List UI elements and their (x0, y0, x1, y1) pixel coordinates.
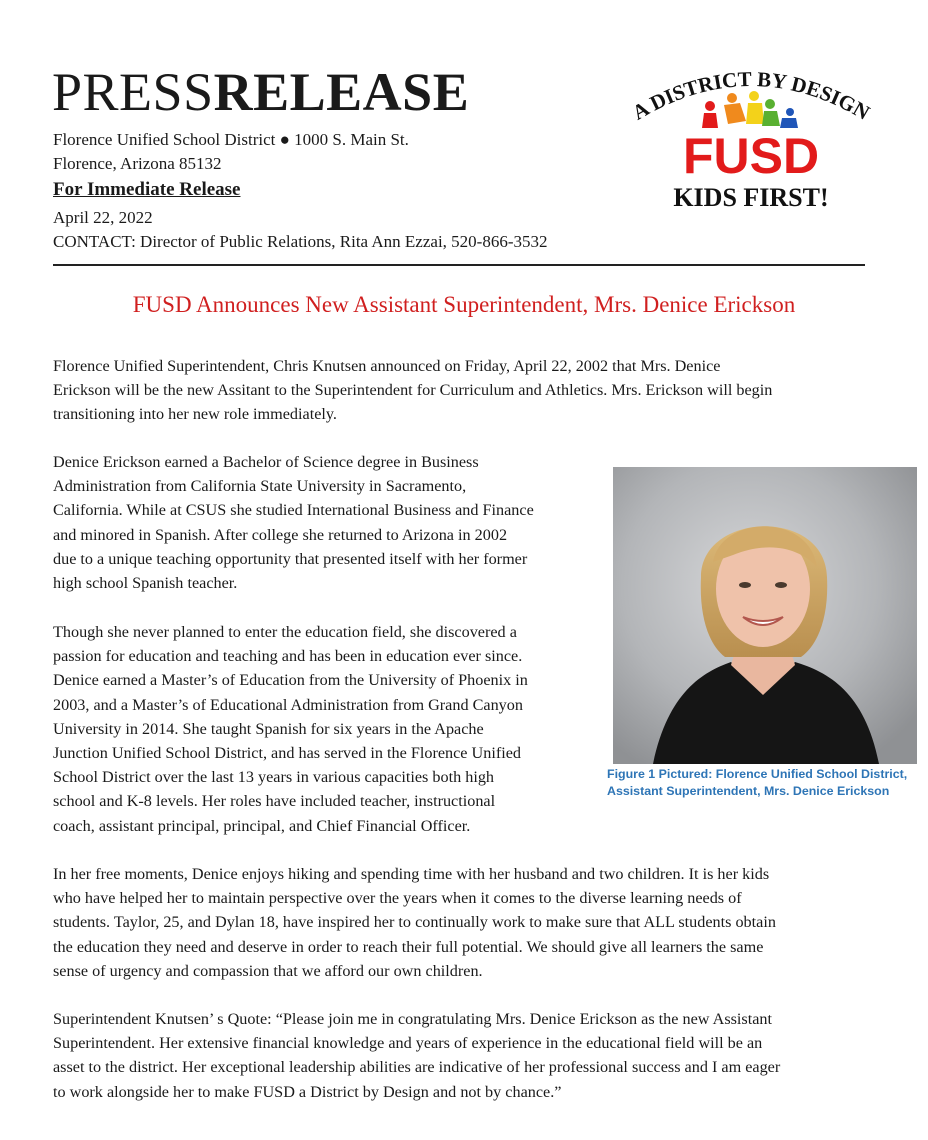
portrait-photo (613, 467, 917, 764)
text-line: transitioning into her new role immediately. (53, 405, 337, 424)
text-line: Superintendent Knutsen’ s Quote: “Please join me in congratulating Mrs. Denice Erickson as the new Assistant (53, 1010, 772, 1028)
text-line: due to a unique teaching opportunity that presented itself with her former (53, 549, 528, 568)
paragraph-4 (53, 862, 776, 983)
text-line: sense of urgency and compassion that we afford our own children. (53, 961, 483, 980)
paragraph-1 (53, 354, 772, 427)
press-release-title (52, 62, 469, 122)
kids-figures-icon (702, 91, 798, 128)
text-line: asset to the district. Her exceptional leadership abilities are indicative of her professional success and I am eager (53, 1058, 781, 1077)
text-line: students. Taylor, 25, and Dylan 18, have inspired her to continually work to make sure that ALL students obtain (53, 913, 776, 932)
caption-line: Figure 1 Pictured: Florence Unified School District, (607, 767, 908, 781)
paragraph-3 (53, 620, 528, 838)
text-line: passion for education and teaching and has been in education ever since. (53, 647, 523, 666)
portrait-image (613, 467, 917, 764)
text-line: Junction Unified School District, and has served in the Florence Unified (53, 744, 521, 763)
photo-caption (607, 766, 927, 800)
headline: FUSD Announces New Assistant Superintendent, Mrs. Denice Erickson (132, 292, 796, 317)
text-line: Denice Erickson earned a Bachelor of Science degree in Business (53, 453, 479, 471)
text-line: In her free moments, Denice enjoys hiking and spending time with her husband and two children. It is her kids (53, 865, 770, 883)
contact-line: CONTACT: Director of Public Relations, Rita Ann Ezzai, 520-866-3532 (53, 232, 548, 251)
title-press: PRESS (52, 62, 214, 122)
text-line: Florence Unified Superintendent, Chris Knutsen announced on Friday, April 22, 2002 that Mrs. Denice (53, 357, 721, 375)
text-line: 2003, and a Master’s of Educational Administration from Grand Canyon (53, 695, 523, 714)
city-state: Florence, Arizona 85132 (53, 154, 222, 173)
text-line: to work alongside her to make FUSD a District by Design and not by chance.” (53, 1082, 562, 1101)
text-line: Superintendent. Her extensive financial knowledge and years of experience in the educational field will be an (53, 1034, 763, 1053)
logo-fusd-text: FUSD (682, 128, 820, 184)
text-line: school and K-8 levels. Her roles have included teacher, instructional (53, 792, 496, 811)
text-line: Denice earned a Master’s of Education from the University of Phoenix in (53, 671, 528, 690)
caption-line: Assistant Superintendent, Mrs. Denice Erickson (607, 784, 890, 798)
text-line: Erickson will be the new Assitant to the Superintendent for Curriculum and Athletics. Mrs. Erickson will begin (53, 381, 773, 400)
logo-tagline: KIDS FIRST! (673, 183, 829, 212)
text-line: the education they need and deserve in order to reach their full potential. We should give all learners the same (53, 937, 764, 956)
text-line: Administration from California State University in Sacramento, (53, 477, 467, 496)
release-date: April 22, 2022 (53, 208, 153, 227)
text-line: and minored in Spanish. After college she returned to Arizona in 2002 (53, 525, 508, 544)
logo-arc-path-text: A DISTRICT BY DESIGN (628, 66, 874, 125)
text-line: coach, assistant principal, principal, and Chief Financial Officer. (53, 816, 471, 835)
text-line: high school Spanish teacher. (53, 574, 238, 593)
org-address: Florence Unified School District ● 1000 S. Main St. (53, 130, 409, 149)
logo-graphic (620, 66, 882, 216)
header-divider (53, 264, 865, 266)
text-line: University in 2014. She taught Spanish for six years in the Apache (53, 719, 484, 738)
text-line: who have helped her to maintain perspective over the years when it comes to the diverse learning needs of (53, 889, 742, 908)
immediate-release: For Immediate Release (53, 179, 241, 200)
text-line: California. While at CSUS she studied International Business and Finance (53, 501, 534, 520)
fusd-logo (620, 66, 882, 216)
text-line: Though she never planned to enter the education field, she discovered a (53, 623, 517, 641)
text-line: School District over the last 13 years in various capacities both high (53, 768, 495, 787)
title-release: RELEASE (213, 62, 470, 122)
paragraph-2 (53, 450, 534, 595)
paragraph-5-quote (53, 1007, 780, 1104)
